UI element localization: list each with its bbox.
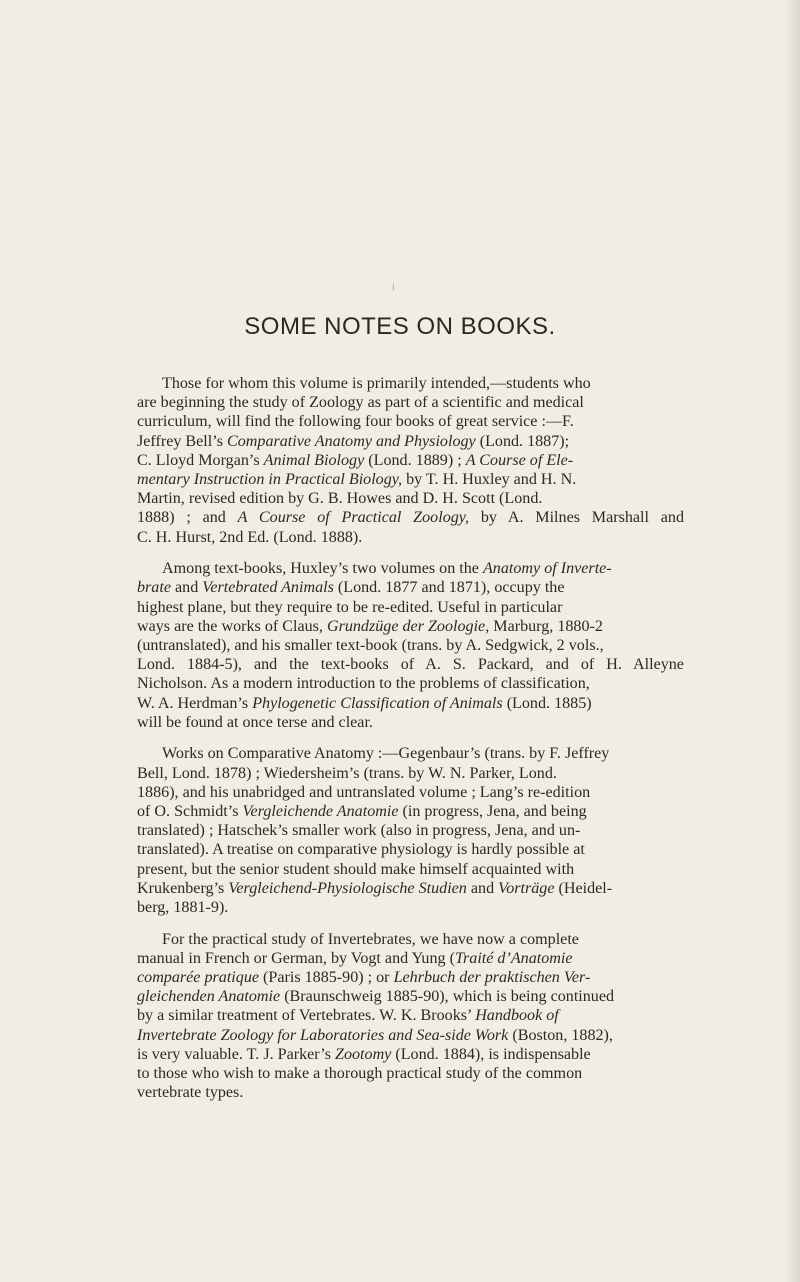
text-line: [137, 528, 684, 547]
text-run: Lond. 1884-5), and the text-books of A. S. Packard, and of H. Alleyne: [137, 656, 684, 674]
text-line: [137, 655, 684, 674]
paragraph: [137, 559, 684, 732]
text-run: highest plane, but they require to be re-edited. Useful in particular: [137, 598, 563, 616]
text-line: [137, 840, 684, 859]
text-run: ways are the works of Claus,: [137, 617, 327, 635]
text-run: (Paris 1885-90) ; or: [259, 969, 394, 987]
text-run: translated). A treatise on comparative physiology is hardly possible at: [137, 841, 585, 859]
text-run: and: [466, 879, 499, 897]
text-run: Nicholson. As a modern introduction to the problems of classification,: [137, 675, 590, 693]
text-line: [137, 1083, 684, 1102]
italic-title: Animal Biology: [263, 451, 365, 469]
text-run: Martin, revised edition by G. B. Howes and D. H. Scott (Lond.: [137, 490, 543, 508]
paragraph: [137, 374, 684, 547]
text-run: Jeffrey Bell’s: [137, 432, 227, 450]
page-title: SOME NOTES ON BOOKS.: [244, 313, 556, 340]
text-run: 1888) ; and: [137, 509, 238, 527]
text-run: 1886), and his unabridged and untranslated volume ; Lang’s re-edition: [137, 783, 591, 801]
text-line: [137, 470, 684, 489]
text-run: Those for whom this volume is primarily intended,—students who: [162, 375, 591, 392]
text-line: [137, 694, 684, 713]
text-run: (Lond. 1885): [502, 694, 592, 712]
text-line: [137, 1006, 684, 1025]
text-run: (Lond. 1889) ;: [364, 451, 466, 469]
text-line: [137, 508, 684, 527]
text-run: Marburg, 1880-2: [489, 617, 603, 635]
italic-title: brate: [137, 579, 171, 597]
text-line: [137, 821, 684, 840]
text-line: [137, 598, 684, 617]
text-line: [137, 617, 684, 636]
text-run: (Heidel-: [554, 879, 613, 897]
text-line: [137, 987, 684, 1006]
text-line: [137, 764, 684, 783]
italic-title: Vorträge: [498, 879, 555, 897]
text-run: by A. Milnes Marshall and: [469, 509, 684, 527]
text-line: [137, 744, 684, 763]
text-run: Krukenberg’s: [137, 879, 229, 897]
italic-title: Traité d’Anatomie: [454, 949, 573, 967]
italic-title: mentary Instruction in Practical Biology,: [137, 471, 403, 489]
paragraph: [137, 744, 684, 917]
page-number: i: [392, 280, 395, 294]
text-run: of O. Schmidt’s: [137, 803, 243, 821]
text-line: [137, 412, 684, 431]
text-run: is very valuable. T. J. Parker’s: [137, 1045, 335, 1063]
text-run: will be found at once terse and clear.: [137, 713, 373, 731]
text-run: to those who wish to make a thorough practical study of the common: [137, 1065, 583, 1083]
text-run: Among text-books, Huxley’s two volumes on the: [162, 560, 483, 578]
italic-title: comparée pratique: [137, 969, 260, 987]
text-line: [137, 968, 684, 987]
text-line: [137, 578, 684, 597]
text-run: Works on Comparative Anatomy :—Gegenbaur’s (trans. by F. Jeffrey: [162, 745, 610, 763]
text-run: by T. H. Huxley and H. N.: [402, 471, 577, 489]
text-run: (Lond. 1877 and 1871), occupy the: [333, 579, 565, 597]
text-run: C. Lloyd Morgan’s: [137, 451, 264, 469]
text-line: [137, 432, 684, 451]
text-run: (Lond. 1884), is indispensable: [391, 1045, 591, 1063]
text-run: berg, 1881-9).: [137, 899, 229, 917]
text-run: W. A. Herdman’s: [137, 694, 253, 712]
text-run: Bell, Lond. 1878) ; Wiedersheim’s (trans. by W. N. Parker, Lond.: [137, 764, 557, 782]
text-line: [137, 898, 684, 917]
text-line: [137, 1064, 684, 1083]
italic-title: A Course of Ele-: [465, 451, 574, 469]
text-run: by a similar treatment of Vertebrates. W. K. Brooks’: [137, 1007, 476, 1025]
italic-title: Invertebrate Zoology for Laboratories and Sea-side Work: [137, 1026, 509, 1044]
text-line: [137, 949, 684, 968]
italic-title: gleichenden Anatomie: [137, 988, 281, 1006]
text-line: [137, 674, 684, 693]
text-line: [137, 1026, 684, 1045]
italic-title: Lehrbuch der praktischen Ver-: [393, 969, 591, 987]
text-line: [137, 879, 684, 898]
body-text: [137, 374, 684, 1115]
text-line: [137, 393, 684, 412]
text-run: vertebrate types.: [137, 1084, 244, 1102]
text-line: [137, 559, 684, 578]
text-run: are beginning the study of Zoology as part of a scientific and medical: [137, 394, 584, 412]
text-line: [137, 930, 684, 949]
text-run: (untranslated), and his smaller text-book (trans. by A. Sedgwick, 2 vols.,: [137, 637, 604, 655]
text-run: and: [170, 579, 203, 597]
text-run: manual in French or German, by Vogt and Yung (: [137, 949, 455, 967]
italic-title: Vertebrated Animals: [202, 579, 334, 597]
text-line: [137, 636, 684, 655]
text-line: [137, 860, 684, 879]
text-run: curriculum, will find the following four books of great service :—F.: [137, 413, 574, 431]
italic-title: Zootomy: [335, 1045, 392, 1063]
page-edge-shadow: [786, 0, 800, 1282]
text-run: translated) ; Hatschek’s smaller work (also in progress, Jena, and un-: [137, 822, 581, 840]
text-line: [137, 783, 684, 802]
text-run: For the practical study of Invertebrates, we have now a complete: [162, 930, 579, 948]
italic-title: Phylogenetic Classification of Animals: [252, 694, 503, 712]
text-line: [137, 374, 684, 393]
text-run: (in progress, Jena, and being: [398, 803, 587, 821]
italic-title: A Course of Practical Zoology,: [237, 509, 470, 527]
text-run: C. H. Hurst, 2nd Ed. (Lond. 1888).: [137, 528, 363, 546]
italic-title: Anatomy of Inverte-: [482, 560, 612, 578]
paragraph: [137, 930, 684, 1103]
text-line: [137, 802, 684, 821]
text-run: (Braunschweig 1885-90), which is being continued: [280, 988, 615, 1006]
text-run: present, but the senior student should make himself acquainted with: [137, 860, 575, 878]
text-run: (Lond. 1887);: [475, 432, 570, 450]
italic-title: Handbook of: [475, 1007, 559, 1025]
italic-title: Vergleichend-Physiologische Studien: [228, 879, 467, 897]
text-run: (Boston, 1882),: [508, 1026, 613, 1044]
italic-title: Grundzüge der Zoologie,: [326, 617, 490, 635]
text-line: [137, 451, 684, 470]
text-line: [137, 1045, 684, 1064]
text-line: [137, 713, 684, 732]
italic-title: Vergleichende Anatomie: [242, 803, 399, 821]
text-line: [137, 489, 684, 508]
italic-title: Comparative Anatomy and Physiology: [227, 432, 476, 450]
